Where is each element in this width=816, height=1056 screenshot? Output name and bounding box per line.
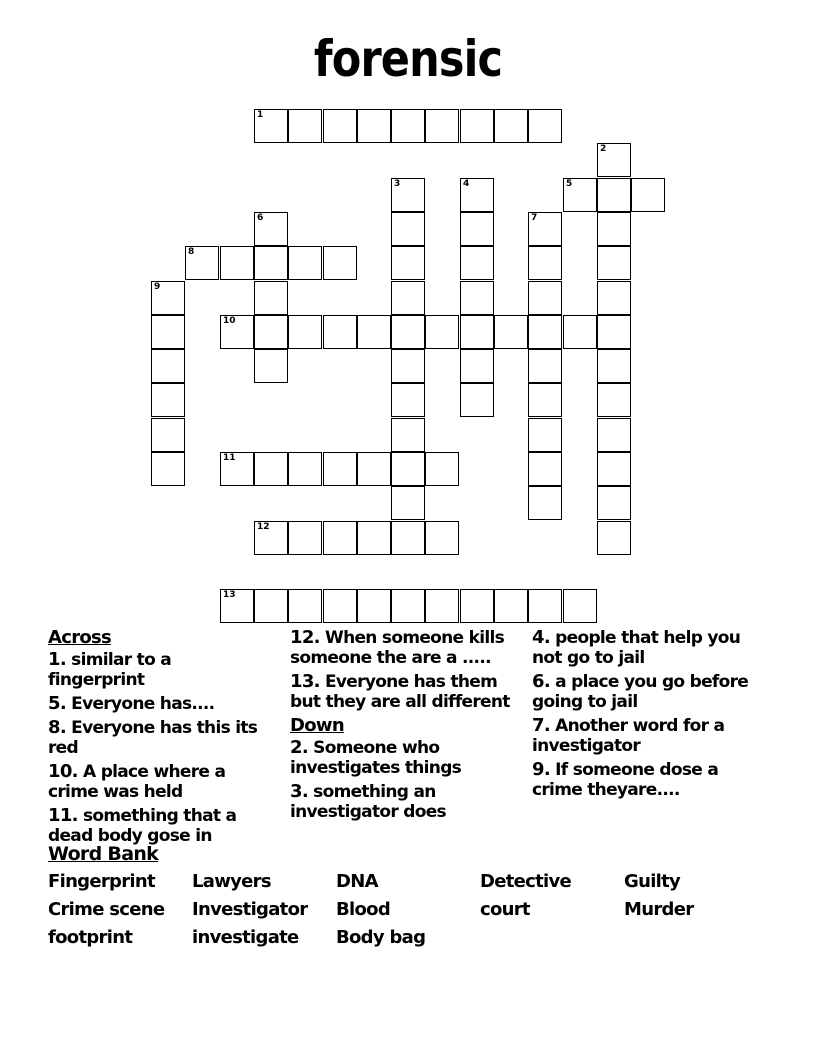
grid-cell[interactable] <box>460 349 494 383</box>
grid-cell[interactable] <box>357 452 391 486</box>
down-clue-2 <box>290 738 518 778</box>
grid-cell[interactable] <box>391 212 425 246</box>
word-bank-word: Investigator <box>192 899 308 920</box>
word-bank-title: Word Bank <box>48 843 159 865</box>
grid-cell[interactable] <box>254 589 288 623</box>
word-bank-word: Blood <box>336 899 391 920</box>
grid-cell[interactable] <box>563 589 597 623</box>
grid-cell[interactable] <box>528 383 562 417</box>
grid-cell[interactable] <box>597 349 631 383</box>
grid-cell[interactable] <box>254 109 288 143</box>
clue-number: 13. <box>290 671 320 692</box>
grid-cell[interactable] <box>597 246 631 280</box>
word-bank <box>48 843 768 949</box>
grid-cell[interactable] <box>357 315 391 349</box>
grid-cell[interactable] <box>597 212 631 246</box>
grid-cell[interactable] <box>254 452 288 486</box>
grid-cell[interactable] <box>460 383 494 417</box>
down-clue-6 <box>532 672 762 712</box>
grid-cell[interactable] <box>254 212 288 246</box>
grid-cell[interactable] <box>220 246 254 280</box>
clue-number-label: 11 <box>223 453 236 463</box>
clue-text: Someone who investigates things <box>290 738 462 778</box>
word-bank-word: Crime scene <box>48 899 165 920</box>
clue-number: 11. <box>48 805 78 826</box>
grid-cell[interactable] <box>254 349 288 383</box>
clue-text: something an investigator does <box>290 782 446 822</box>
grid-cell[interactable] <box>425 315 459 349</box>
clue-number: 3. <box>290 781 308 802</box>
grid-cell[interactable] <box>323 521 357 555</box>
grid-cell[interactable] <box>254 281 288 315</box>
grid-cell[interactable] <box>391 589 425 623</box>
grid-cell[interactable] <box>391 383 425 417</box>
grid-cell[interactable] <box>185 246 219 280</box>
clue-column-3 <box>532 628 762 804</box>
clue-number: 10. <box>48 761 78 782</box>
word-bank-word: Fingerprint <box>48 871 155 892</box>
clue-number: 4. <box>532 627 550 648</box>
grid-cell[interactable] <box>391 246 425 280</box>
grid-cell[interactable] <box>494 589 528 623</box>
clue-text: something that a dead body gose in <box>48 806 237 846</box>
clue-number: 5. <box>48 693 66 714</box>
across-clue-10 <box>48 762 270 802</box>
clue-number: 6. <box>532 671 550 692</box>
grid-cell[interactable] <box>323 315 357 349</box>
word-bank-word: Murder <box>624 899 694 920</box>
grid-cell[interactable] <box>460 589 494 623</box>
across-heading: Across <box>48 627 112 648</box>
grid-cell[interactable] <box>425 452 459 486</box>
grid-cell[interactable] <box>528 281 562 315</box>
clue-column-2 <box>290 628 518 826</box>
grid-cell[interactable] <box>597 143 631 177</box>
across-clue-13 <box>290 672 518 712</box>
grid-cell[interactable] <box>528 349 562 383</box>
grid-cell[interactable] <box>563 178 597 212</box>
grid-cell[interactable] <box>528 486 562 520</box>
clue-number-label: 3 <box>394 179 401 189</box>
clue-text: Everyone has this its red <box>48 718 258 758</box>
down-clue-9 <box>532 760 762 800</box>
grid-cell[interactable] <box>391 452 425 486</box>
across-clue-8 <box>48 718 270 758</box>
word-bank-word: Lawyers <box>192 871 271 892</box>
clue-number: 7. <box>532 715 550 736</box>
word-bank-list <box>48 871 768 949</box>
grid-cell[interactable] <box>357 521 391 555</box>
grid-cell[interactable] <box>288 589 322 623</box>
clue-number-label: 10 <box>223 316 236 326</box>
grid-cell[interactable] <box>391 418 425 452</box>
grid-cell[interactable] <box>254 246 288 280</box>
grid-cell[interactable] <box>391 521 425 555</box>
clue-number: 12. <box>290 627 320 648</box>
grid-cell[interactable] <box>528 109 562 143</box>
grid-cell[interactable] <box>597 486 631 520</box>
down-clue-3 <box>290 782 518 822</box>
clue-number-label: 9 <box>154 282 161 292</box>
clue-text: people that help you not go to jail <box>532 628 741 668</box>
clue-text: When someone kills someone the are a ..... <box>290 628 504 668</box>
grid-cell[interactable] <box>151 383 185 417</box>
across-clue-12 <box>290 628 518 668</box>
grid-cell[interactable] <box>494 109 528 143</box>
grid-cell[interactable] <box>288 521 322 555</box>
clue-column-1 <box>48 628 270 850</box>
grid-cell[interactable] <box>460 109 494 143</box>
down-heading: Down <box>290 715 344 736</box>
puzzle-title: forensic <box>313 30 503 88</box>
grid-cell[interactable] <box>220 315 254 349</box>
across-clue-5 <box>48 694 270 714</box>
grid-cell[interactable] <box>460 178 494 212</box>
grid-cell[interactable] <box>151 452 185 486</box>
grid-cell[interactable] <box>288 246 322 280</box>
clue-number-label: 13 <box>223 590 236 600</box>
grid-cell[interactable] <box>597 383 631 417</box>
grid-cell[interactable] <box>357 109 391 143</box>
clue-number: 2. <box>290 737 308 758</box>
grid-cell[interactable] <box>151 349 185 383</box>
grid-cell[interactable] <box>254 315 288 349</box>
grid-cell[interactable] <box>391 315 425 349</box>
grid-cell[interactable] <box>151 281 185 315</box>
grid-cell[interactable] <box>288 315 322 349</box>
clue-text: Everyone has.... <box>65 694 215 714</box>
grid-cell[interactable] <box>528 452 562 486</box>
across-clue-1 <box>48 650 270 690</box>
grid-cell[interactable] <box>597 418 631 452</box>
grid-cell[interactable] <box>357 589 391 623</box>
grid-cell[interactable] <box>563 315 597 349</box>
grid-cell[interactable] <box>323 109 357 143</box>
clue-number-label: 12 <box>257 522 270 532</box>
clue-text: a place you go before going to jail <box>532 672 749 712</box>
word-bank-word: investigate <box>192 927 299 948</box>
grid-cell[interactable] <box>528 315 562 349</box>
grid-cell[interactable] <box>460 281 494 315</box>
grid-cell[interactable] <box>425 521 459 555</box>
clue-number: 1. <box>48 649 66 670</box>
grid-cell[interactable] <box>323 246 357 280</box>
grid-cell[interactable] <box>391 486 425 520</box>
grid-cell[interactable] <box>460 212 494 246</box>
clue-number-label: 8 <box>188 247 195 257</box>
grid-cell[interactable] <box>528 212 562 246</box>
grid-cell[interactable] <box>391 109 425 143</box>
clue-number-label: 4 <box>463 179 470 189</box>
clue-number-label: 1 <box>257 110 264 120</box>
clue-text: similar to a fingerprint <box>48 650 172 690</box>
grid-cell[interactable] <box>528 418 562 452</box>
clue-number-label: 6 <box>257 213 264 223</box>
word-bank-word: footprint <box>48 927 133 948</box>
word-bank-word: Detective <box>480 871 572 892</box>
grid-cell[interactable] <box>425 589 459 623</box>
word-bank-word: court <box>480 899 530 920</box>
grid-cell[interactable] <box>528 589 562 623</box>
grid-cell[interactable] <box>425 109 459 143</box>
grid-cell[interactable] <box>494 315 528 349</box>
across-clue-11 <box>48 806 270 846</box>
clue-text: Another word for a investigator <box>532 716 725 756</box>
word-bank-word: Body bag <box>336 927 426 948</box>
clue-number-label: 2 <box>600 144 607 154</box>
clue-number-label: 7 <box>531 213 538 223</box>
grid-cell[interactable] <box>151 418 185 452</box>
grid-cell[interactable] <box>323 452 357 486</box>
grid-cell[interactable] <box>597 521 631 555</box>
clue-number: 9. <box>532 759 550 780</box>
grid-cell[interactable] <box>220 452 254 486</box>
grid-cell[interactable] <box>391 349 425 383</box>
clue-number-label: 5 <box>566 179 573 189</box>
grid-cell[interactable] <box>151 315 185 349</box>
clue-text: Everyone has them but they are all different <box>290 672 510 712</box>
down-clue-4 <box>532 628 762 668</box>
grid-cell[interactable] <box>391 178 425 212</box>
word-bank-word: DNA <box>336 871 378 892</box>
grid-cell[interactable] <box>631 178 665 212</box>
clue-text: A place where a crime was held <box>48 762 226 802</box>
grid-cell[interactable] <box>597 452 631 486</box>
clue-number: 8. <box>48 717 66 738</box>
grid-cell[interactable] <box>597 281 631 315</box>
clue-text: If someone dose a crime theyare.... <box>532 760 719 800</box>
grid-cell[interactable] <box>288 109 322 143</box>
grid-cell[interactable] <box>220 589 254 623</box>
grid-cell[interactable] <box>288 452 322 486</box>
grid-cell[interactable] <box>597 315 631 349</box>
grid-cell[interactable] <box>323 589 357 623</box>
grid-cell[interactable] <box>391 281 425 315</box>
down-clue-7 <box>532 716 762 756</box>
word-bank-word: Guilty <box>624 871 681 892</box>
grid-cell[interactable] <box>460 246 494 280</box>
grid-cell[interactable] <box>528 246 562 280</box>
grid-cell[interactable] <box>597 178 631 212</box>
grid-cell[interactable] <box>460 315 494 349</box>
grid-cell[interactable] <box>254 521 288 555</box>
